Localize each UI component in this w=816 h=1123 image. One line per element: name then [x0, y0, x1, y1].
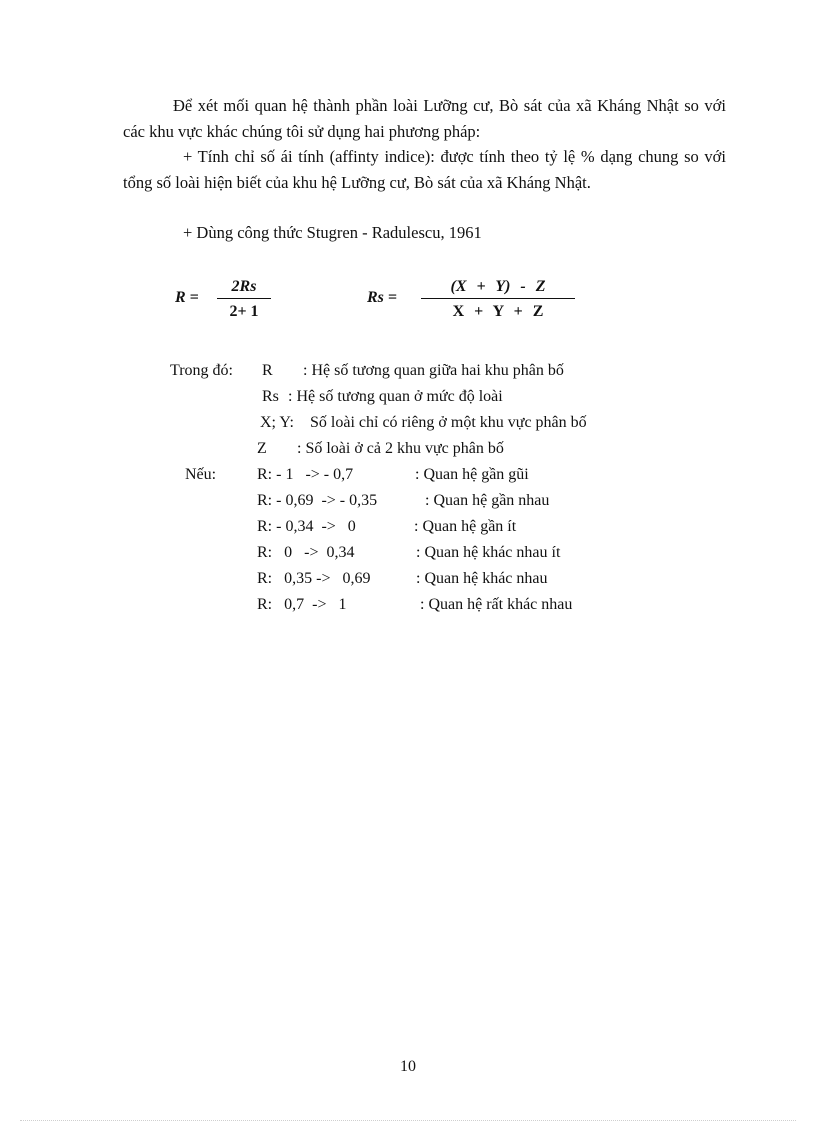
condition-meaning: : Quan hệ khác nhau ít [416, 544, 561, 561]
paragraph-method-1 [123, 144, 726, 195]
formula-r-denominator: 2+ 1 [229, 303, 259, 320]
condition-range: R: - 1 -> - 0,7 [257, 466, 354, 483]
paragraph-intro [123, 93, 726, 144]
condition-meaning: : Quan hệ gần ít [414, 518, 517, 535]
condition-meaning: : Quan hệ gần nhau [425, 492, 550, 509]
condition-meaning: : Quan hệ khác nhau [416, 570, 548, 587]
definition-symbol: X; Y: [260, 414, 294, 431]
definitions-intro: Trong đó: [170, 362, 233, 379]
formula-rs-numerator: (X + Y) - Z [450, 278, 546, 295]
condition-meaning: : Quan hệ rất khác nhau [420, 596, 573, 613]
condition-range: R: - 0,69 -> - 0,35 [257, 492, 378, 509]
formula-rs-denominator: X + Y + Z [452, 303, 544, 320]
fraction-bar [421, 298, 575, 299]
condition-meaning: : Quan hệ gần gũi [415, 466, 529, 483]
definition-symbol: Z [257, 440, 267, 457]
condition-range: R: 0,7 -> 1 [257, 596, 347, 613]
condition-range: R: 0 -> 0,34 [257, 544, 355, 561]
definition-description: : Số loài ở cả 2 khu vực phân bố [297, 440, 504, 457]
paragraph-method-1-text: + Tính chỉ số ái tính (affinty indice): được tính theo tỷ lệ % dạng chung so với tổng số loài hiện biết của khu hệ Lưỡng cư, Bò sát của xã Kháng Nhật. [123, 147, 726, 192]
condition-range: R: 0,35 -> 0,69 [257, 570, 371, 587]
condition-range: R: - 0,34 -> 0 [257, 518, 356, 535]
definition-description: : Hệ số tương quan ở mức độ loài [288, 388, 503, 405]
definition-description: : Hệ số tương quan giữa hai khu phân bố [303, 362, 564, 379]
formula-rs-fraction [421, 277, 575, 322]
paragraph-method-2 [123, 220, 726, 246]
formula-rs-lhs: Rs = [367, 289, 398, 306]
fraction-bar [217, 298, 271, 299]
formula-r-fraction [217, 277, 271, 322]
definition-description: Số loài chỉ có riêng ở một khu vực phân bố [310, 414, 587, 431]
definition-symbol: R [262, 362, 273, 379]
paragraph-method-2-text: + Dùng công thức Stugren - Radulescu, 1961 [183, 223, 482, 242]
formula-r-lhs: R = [175, 289, 199, 306]
formula-r-numerator: 2Rs [231, 278, 257, 295]
page-bottom-divider [20, 1120, 796, 1121]
conditions-intro: Nếu: [185, 466, 217, 483]
page-number: 10 [400, 1058, 416, 1075]
definition-symbol: Rs [262, 388, 279, 405]
paragraph-intro-text: Để xét mối quan hệ thành phần loài Lưỡng cư, Bò sát của xã Kháng Nhật so với các khu vực khác chúng tôi sử dụng hai phương pháp: [123, 96, 726, 141]
